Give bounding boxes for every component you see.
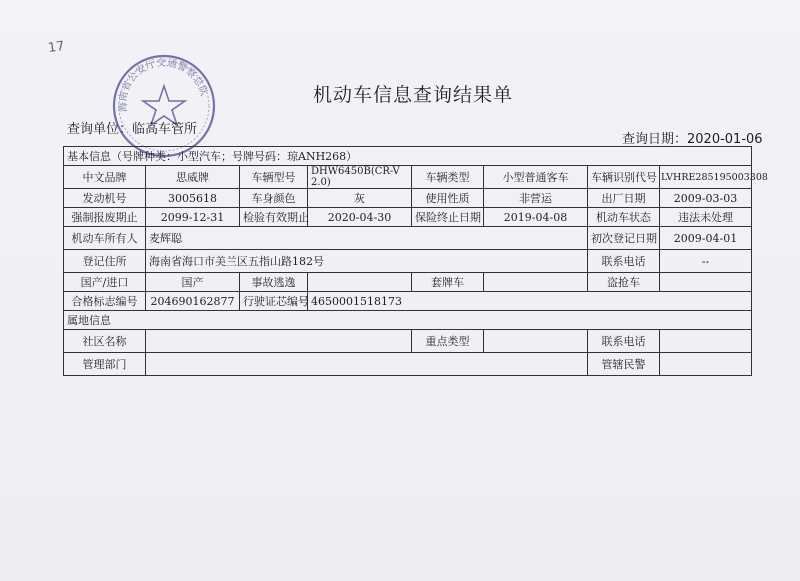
police-label: 管辖民警 [588, 353, 660, 376]
color-value: 灰 [308, 189, 412, 208]
query-unit: 查询单位：临高车管所 [67, 122, 198, 137]
key-type-label: 重点类型 [412, 330, 484, 353]
first-reg-label: 初次登记日期 [588, 227, 660, 250]
dept-label: 管理部门 [64, 353, 146, 376]
cn-brand-value: 思威牌 [146, 166, 240, 189]
inspect-date-value: 2020-04-30 [308, 208, 412, 227]
factory-date-value: 2009-03-03 [660, 189, 752, 208]
vin-value: LVHRE285195003308 [660, 166, 752, 189]
section-local-info: 属地信息 [64, 311, 752, 330]
cert-no-label: 合格标志编号 [64, 292, 146, 311]
origin-label: 国产/进口 [64, 273, 146, 292]
use-value: 非营运 [484, 189, 588, 208]
stolen-value [660, 273, 752, 292]
model-value: DHW6450B(CR-V 2.0) [308, 166, 412, 189]
address-label: 登记住所 [64, 250, 146, 273]
scrap-date-value: 2099-12-31 [146, 208, 240, 227]
license-core-label: 行驶证芯编号 [240, 292, 308, 311]
inspect-date-label: 检验有效期止 [240, 208, 308, 227]
local-phone-value [660, 330, 752, 353]
cert-no-value: 204690162877 [146, 292, 240, 311]
accident-escape-value [308, 273, 412, 292]
use-label: 使用性质 [412, 189, 484, 208]
vehicle-info-table [63, 146, 768, 376]
insurance-date-value: 2019-04-08 [484, 208, 588, 227]
factory-date-label: 出厂日期 [588, 189, 660, 208]
cn-brand-label: 中文品牌 [64, 166, 146, 189]
community-label: 社区名称 [64, 330, 146, 353]
key-type-value [484, 330, 588, 353]
local-phone-label: 联系电话 [588, 330, 660, 353]
stolen-label: 盗抢车 [588, 273, 660, 292]
vehicle-type-value: 小型普通客车 [484, 166, 588, 189]
model-label: 车辆型号 [240, 166, 308, 189]
document-title: 机动车信息查询结果单 [313, 84, 514, 106]
vin-label: 车辆识别代号 [588, 166, 660, 189]
owner-value: 麦辉聪 [146, 227, 588, 250]
engine-value: 3005618 [146, 189, 240, 208]
vehicle-status-label: 机动车状态 [588, 208, 660, 227]
owner-label: 机动车所有人 [64, 227, 146, 250]
vehicle-type-label: 车辆类型 [412, 166, 484, 189]
section-basic-info: 基本信息（号牌种类：小型汽车；号牌号码：琼ANH268） [64, 147, 752, 166]
vehicle-status-value: 违法未处理 [660, 208, 752, 227]
phone-label: 联系电话 [588, 250, 660, 273]
community-value [146, 330, 412, 353]
first-reg-value: 2009-04-01 [660, 227, 752, 250]
scrap-date-label: 强制报废期止 [64, 208, 146, 227]
cloned-plate-label: 套牌车 [412, 273, 484, 292]
accident-escape-label: 事故逃逸 [240, 273, 308, 292]
origin-value: 国产 [146, 273, 240, 292]
dept-value [146, 353, 588, 376]
svg-text:海南省公安厅交通警察总队: 海南省公安厅交通警察总队 [117, 57, 210, 113]
cloned-plate-value [484, 273, 588, 292]
license-core-value: 4650001518173 [308, 292, 752, 311]
engine-label: 发动机号 [64, 189, 146, 208]
police-value [660, 353, 752, 376]
query-date: 查询日期：2020-01-06 [622, 132, 763, 147]
color-label: 车身颜色 [240, 189, 308, 208]
address-value: 海南省海口市美兰区五指山路182号 [146, 250, 588, 273]
insurance-date-label: 保险终止日期 [412, 208, 484, 227]
phone-value: -- [660, 250, 752, 273]
margin-handwritten-number: 17 [47, 38, 66, 57]
